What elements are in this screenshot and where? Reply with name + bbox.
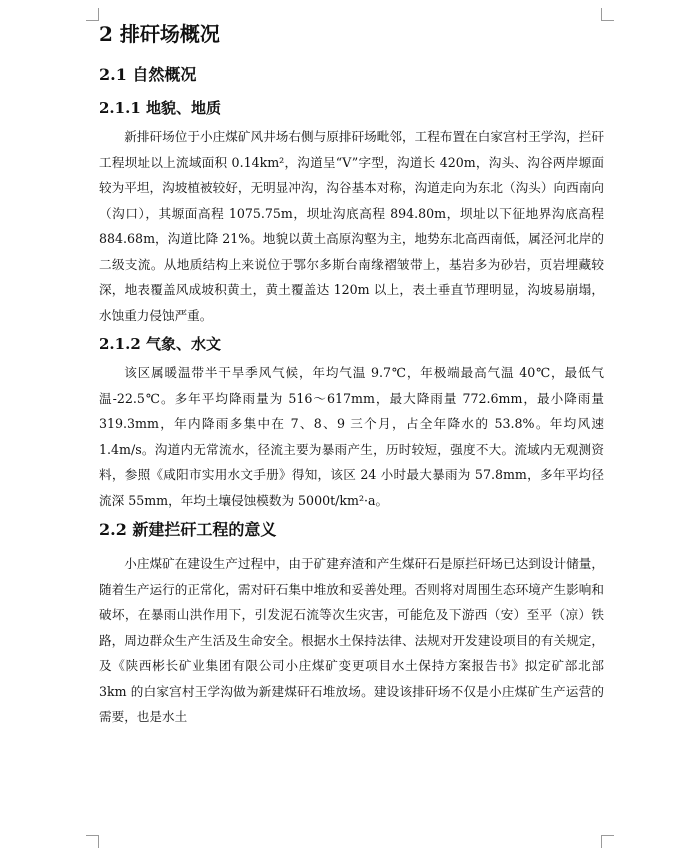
page-corner-mark-bottom-right (601, 835, 614, 848)
chapter-heading: 2 排矸场概况 (99, 22, 220, 46)
subsection-heading-climate-hydrology: 2.1.2 气象、水文 (99, 335, 221, 353)
section-heading-project-significance: 2.2 新建拦矸工程的意义 (99, 520, 277, 539)
section-heading-natural-overview: 2.1 自然概况 (99, 65, 197, 84)
paragraph-project-significance: 小庄煤矿在建设生产过程中，由于矿建弃渣和产生煤矸石是原拦矸场已达到设计储量，随着生产运行的正常化，需对矸石集中堆放和妥善处理。否则将对周围生态环境产生影响和破坏，在暴雨山洪作用下，引发泥石流等次生灾害，可能危及下游西（安）至平（凉）铁路，周边群众生产生活及生命安全。根据水土保持法律、法规对开发建设项目的有关规定，及《陕西彬长矿业集团有限公司小庄煤矿变更项目水土保持方案报告书》拟定矿部北部 3km 的白家宫村王学沟做为新建煤矸石堆放场。建设该排矸场不仅是小庄煤矿生产运营的需要，也是水土 (99, 556, 604, 724)
page-corner-mark-top-left (86, 8, 99, 21)
subsection-heading-geomorphology: 2.1.1 地貌、地质 (99, 99, 221, 117)
paragraph-geomorphology: 新排矸场位于小庄煤矿风井场右侧与原排矸场毗邻，工程布置在白家宫村王学沟，拦矸工程坝址以上流域面积 0.14km²，沟道呈“V”字型，沟道长 420m，沟头、沟谷两岸塬面较为平坦，沟坡植被较好，无明显冲沟，沟谷基本对称，沟道走向为东北（沟头）向西南向（沟口），其塬面高程 1075.75m，坝址沟底高程 894.80m，坝址以下征地界沟底高程 884.68m，沟道比降 21%。地貌以黄土高原沟壑为主，地势东北高西南低，属泾河北岸的二级支流。从地质结构上来说位于鄂尔多斯台南缘褶皱带上，基岩多为砂岩，页岩埋藏较深，地表覆盖风成坡积黄土，黄土覆盖达 120m 以上，表土垂直节理明显，沟坡易崩塌，水蚀重力侵蚀严重。 (99, 129, 604, 323)
document-page (99, 14, 604, 734)
paragraph-climate-hydrology: 该区属暖温带半干旱季风气候，年均气温 9.7℃，年极端最高气温 40℃，最低气温-22.5℃。多年平均降雨量为 516～617mm，最大降雨量 772.6mm，最小降雨量 319.3mm，年内降雨多集中在 7、8、9 三个月，占全年降水的 53.8%。年均风速 1.4m/s。沟道内无常流水，径流主要为暴雨产生，历时较短，强度不大。流域内无观测资料，参照《咸阳市实用水文手册》得知，该区 24 小时最大暴雨为 57.8mm，多年平均径流深 55mm，年均土壤侵蚀模数为 5000t/km²·a。 (99, 365, 604, 508)
page-corner-mark-bottom-left (86, 835, 99, 848)
